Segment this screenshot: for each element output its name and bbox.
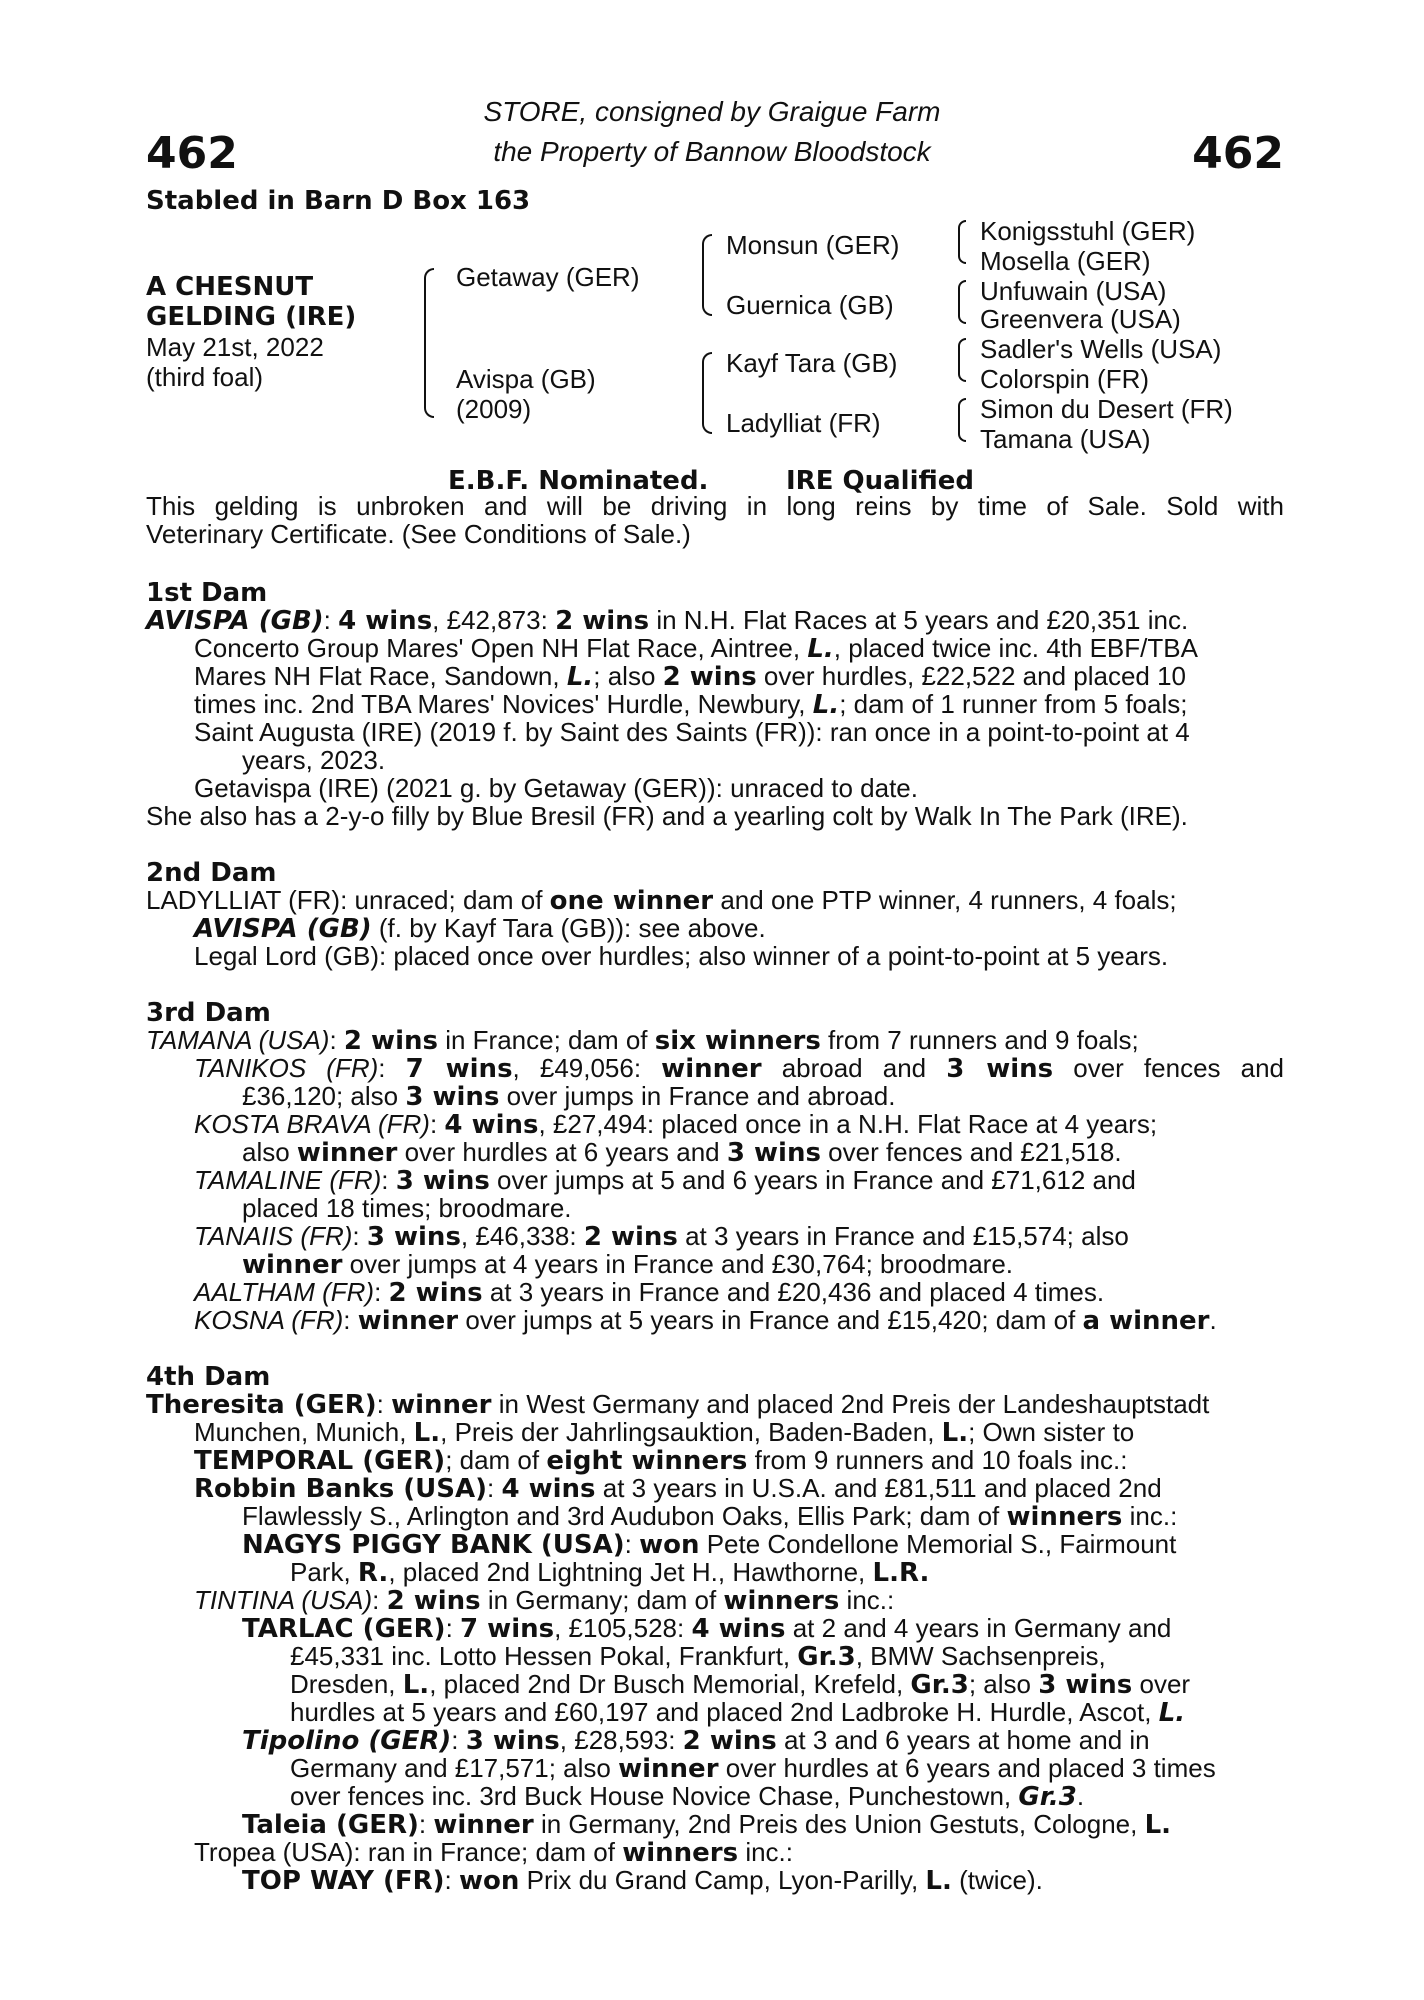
pedigree-gg-1: Konigsstuhl (GER) xyxy=(980,216,1196,246)
text: over hurdles at 6 years and placed 3 times xyxy=(718,1753,1216,1783)
winners: six winners xyxy=(654,1026,821,1056)
sale-conditions-line-1: This gelding is unbroken and will be driving in long reins by time of Sale. Sold with xyxy=(146,491,1284,521)
ebf-nominated: E.B.F. Nominated. xyxy=(448,466,709,496)
first-dam-line-1 xyxy=(146,606,1188,635)
lot-number-left: 462 xyxy=(146,128,238,179)
pedigree-gg-3: Unfuwain (USA) xyxy=(980,276,1167,306)
first-dam-line-2 xyxy=(194,634,1198,663)
winner: winner xyxy=(433,1810,534,1840)
third-dam-line-5 xyxy=(242,1138,1122,1167)
text: over xyxy=(1132,1669,1191,1699)
text: over hurdles at 6 years and xyxy=(397,1137,727,1167)
text: : xyxy=(376,1389,392,1419)
winners: winners xyxy=(622,1838,739,1868)
horse-name: TINTINA (USA) xyxy=(194,1585,373,1615)
text: : xyxy=(352,1221,367,1251)
pedigree-sire: Getaway (GER) xyxy=(456,262,640,292)
winners: winners xyxy=(723,1586,840,1616)
wins: 7 wins xyxy=(460,1614,555,1644)
foaling-date: May 21st, 2022 xyxy=(146,332,324,362)
wins: 4 wins xyxy=(691,1614,786,1644)
third-dam-line-11 xyxy=(194,1306,1217,1335)
text: : xyxy=(381,1165,396,1195)
race-grade: Gr.3 xyxy=(797,1642,856,1672)
wins: 3 wins xyxy=(405,1082,500,1112)
race-grade: Gr.3 xyxy=(1018,1782,1077,1812)
text: over hurdles, £22,522 and placed 10 xyxy=(756,661,1187,691)
pedigree-gg-2: Mosella (GER) xyxy=(980,246,1151,276)
wins: 2 wins xyxy=(388,1278,483,1308)
consignor-line: STORE, consigned by Graigue Farm xyxy=(483,96,941,127)
text: ; also xyxy=(593,661,663,691)
wins: 2 wins xyxy=(662,662,757,692)
horse-title-line1: A CHESNUT xyxy=(146,272,314,302)
race-grade: L. xyxy=(1144,1810,1172,1840)
horse-name: TANIKOS (FR) xyxy=(194,1053,379,1083)
race-grade: L. xyxy=(413,1418,441,1448)
winner: a winner xyxy=(1082,1306,1210,1336)
text: at 3 years in France and £20,436 and placed 4 times. xyxy=(482,1277,1105,1307)
wins: 2 wins xyxy=(386,1586,481,1616)
race-grade: L.R. xyxy=(872,1558,930,1588)
text: : xyxy=(372,1585,387,1615)
third-dam-line-1 xyxy=(146,1026,1139,1055)
text: ; Own sister to xyxy=(968,1417,1135,1447)
race-grade: L. xyxy=(812,690,840,720)
text: , £46,338: xyxy=(460,1221,584,1251)
fourth-dam-line-8 xyxy=(194,1586,894,1615)
text: at 3 years in U.S.A. and £81,511 and placed 2nd xyxy=(595,1473,1162,1503)
pedigree-sire-sire: Monsun (GER) xyxy=(726,230,900,260)
fourth-dam-line-2 xyxy=(194,1418,1134,1447)
fourth-dam-line-12 xyxy=(290,1698,1185,1727)
text: Concerto Group Mares' Open NH Flat Race, Aintree, xyxy=(194,633,808,663)
pedigree-gg-7: Simon du Desert (FR) xyxy=(980,394,1233,424)
stabling-info: Stabled in Barn D Box 163 xyxy=(146,186,531,216)
wins: 3 wins xyxy=(366,1222,461,1252)
text: over jumps at 4 years in France and £30,764; broodmare. xyxy=(342,1249,1014,1279)
text: : xyxy=(374,1277,389,1307)
text: at 2 and 4 years in Germany and xyxy=(785,1613,1172,1643)
text: over fences and £21,518. xyxy=(820,1137,1122,1167)
text: inc.: xyxy=(839,1585,895,1615)
third-dam-line-8 xyxy=(194,1222,1129,1251)
text: : xyxy=(378,1053,406,1083)
fourth-dam-line-6 xyxy=(242,1530,1176,1559)
pedigree-gg-4: Greenvera (USA) xyxy=(980,304,1181,334)
winners: eight winners xyxy=(546,1446,748,1476)
pedigree-brace-g1 xyxy=(958,220,966,264)
first-dam-line-6: years, 2023. xyxy=(242,745,386,775)
fourth-dam-line-9 xyxy=(242,1614,1171,1643)
text: , £28,593: xyxy=(559,1725,683,1755)
winners: one winner xyxy=(549,886,714,916)
text: from 7 runners and 9 foals; xyxy=(820,1025,1139,1055)
horse-title-line2: GELDING (IRE) xyxy=(146,302,357,332)
text: , BMW Sachsenpreis, xyxy=(855,1641,1106,1671)
wins: 4 wins xyxy=(444,1110,539,1140)
text: from 9 runners and 10 foals inc.: xyxy=(747,1445,1128,1475)
third-dam-line-7: placed 18 times; broodmare. xyxy=(242,1193,572,1223)
text: , placed 2nd Dr Busch Memorial, Krefeld, xyxy=(429,1669,911,1699)
fourth-dam-line-14 xyxy=(290,1754,1216,1783)
text: Dresden, xyxy=(290,1669,403,1699)
won: won xyxy=(639,1530,700,1560)
wins: 3 wins xyxy=(946,1054,1054,1084)
sale-conditions xyxy=(146,492,1284,548)
second-dam-section xyxy=(146,886,1284,976)
wins: 4 wins xyxy=(338,606,433,636)
pedigree-brace-g2 xyxy=(958,280,966,324)
text: £45,331 inc. Lotto Hessen Pokal, Frankfurt, xyxy=(290,1641,798,1671)
text: , £49,056: xyxy=(512,1053,662,1083)
pedigree-brace-g3 xyxy=(958,338,966,382)
text: inc.: xyxy=(1122,1501,1178,1531)
text: abroad and xyxy=(761,1053,947,1083)
pedigree-dam-year: (2009) xyxy=(456,394,532,424)
fourth-dam-line-13 xyxy=(242,1726,1150,1755)
race-grade: L. xyxy=(402,1670,430,1700)
winner: winner xyxy=(661,1054,762,1084)
wins: 2 wins xyxy=(343,1026,438,1056)
fourth-dam-line-15 xyxy=(290,1782,1084,1811)
first-dam-heading: 1st Dam xyxy=(146,578,268,608)
horse-name: Theresita (GER) xyxy=(146,1390,377,1420)
text: : xyxy=(429,1109,445,1139)
text: ; dam of 1 runner from 5 foals; xyxy=(839,689,1188,719)
text: , Preis der Jahrlingsauktion, Baden-Baden, xyxy=(440,1417,942,1447)
pedigree-brace-sire xyxy=(702,234,712,316)
first-dam-line-8: She also has a 2-y-o filly by Blue Bresil (FR) and a yearling colt by Walk In The Park (IRE). xyxy=(146,801,1188,831)
fourth-dam-line-5 xyxy=(242,1502,1177,1531)
text: . xyxy=(1209,1305,1217,1335)
wins: 3 wins xyxy=(465,1726,560,1756)
fourth-dam-section xyxy=(146,1390,1284,1900)
text: also xyxy=(242,1137,297,1167)
wins: 2 wins xyxy=(682,1726,777,1756)
first-dam-section xyxy=(146,606,1284,832)
winner: winner xyxy=(357,1306,459,1336)
race-grade: L. xyxy=(566,662,594,692)
pedigree-brace-gen1 xyxy=(424,268,434,418)
winners: winners xyxy=(1006,1502,1123,1532)
won: won xyxy=(458,1866,520,1896)
pedigree-dam: Avispa (GB) xyxy=(456,364,596,394)
text: : xyxy=(624,1529,640,1559)
text: , placed 2nd Lightning Jet H., Hawthorne, xyxy=(388,1557,873,1587)
wins: 3 wins xyxy=(1038,1670,1133,1700)
third-dam-line-2 xyxy=(194,1054,1284,1083)
fourth-dam-line-16 xyxy=(242,1810,1171,1839)
fourth-dam-line-10 xyxy=(290,1642,1106,1671)
horse-name: KOSNA (FR) xyxy=(194,1305,344,1335)
text: over jumps in France and abroad. xyxy=(499,1081,896,1111)
text: Mares NH Flat Race, Sandown, xyxy=(194,661,567,691)
text: Germany and £17,571; also xyxy=(290,1753,619,1783)
text: , £105,528: xyxy=(554,1613,692,1643)
wins: 4 wins xyxy=(501,1474,596,1504)
third-dam-line-10 xyxy=(194,1278,1104,1307)
fourth-dam-line-4 xyxy=(194,1474,1162,1503)
race-grade: L. xyxy=(807,634,834,664)
third-dam-heading: 3rd Dam xyxy=(146,998,271,1028)
foal-note: (third foal) xyxy=(146,362,264,392)
horse-description xyxy=(146,272,356,392)
pedigree-brace-dam xyxy=(702,352,712,434)
pedigree-dam-sire: Kayf Tara (GB) xyxy=(726,348,898,378)
pedigree-dam-dam: Ladylliat (FR) xyxy=(726,408,881,438)
race-grade: Gr.3 xyxy=(910,1670,969,1700)
first-dam-line-3 xyxy=(194,662,1186,691)
horse-name: AVISPA (GB) xyxy=(194,914,372,944)
pedigree-sire-dam: Guernica (GB) xyxy=(726,290,894,320)
text: , £27,494: placed once in a N.H. Flat Race at 4 years; xyxy=(538,1109,1158,1139)
winner: winner xyxy=(618,1754,719,1784)
text: LADYLLIAT (FR): unraced; dam of xyxy=(146,885,550,915)
second-dam-line-2 xyxy=(194,914,766,943)
text: in France; dam of xyxy=(437,1025,655,1055)
wins: 3 wins xyxy=(726,1138,821,1168)
text: Pete Condellone Memorial S., Fairmount xyxy=(699,1529,1177,1559)
first-dam-line-5: Saint Augusta (IRE) (2019 f. by Saint des Saints (FR)): ran once in a point-to-point at 4 xyxy=(194,717,1190,747)
third-dam-line-9 xyxy=(242,1250,1013,1279)
third-dam-line-3 xyxy=(242,1082,895,1111)
pedigree-gg-6: Colorspin (FR) xyxy=(980,364,1150,394)
text: inc.: xyxy=(738,1837,794,1867)
fourth-dam-line-17 xyxy=(194,1838,793,1867)
text: over fences inc. 3rd Buck House Novice Chase, Punchestown, xyxy=(290,1781,1019,1811)
sale-conditions-line-2: Veterinary Certificate. (See Conditions of Sale.) xyxy=(146,519,691,549)
text: at 3 years in France and £15,574; also xyxy=(677,1221,1129,1251)
first-dam-line-7: Getavispa (IRE) (2021 g. by Getaway (GER)): unraced to date. xyxy=(194,773,918,803)
text: hurdles at 5 years and £60,197 and placed 2nd Ladbroke H. Hurdle, Ascot, xyxy=(290,1697,1159,1727)
fourth-dam-heading: 4th Dam xyxy=(146,1362,271,1392)
wins: 7 wins xyxy=(405,1054,513,1084)
first-dam-line-4 xyxy=(194,690,1187,719)
pedigree-brace-g4 xyxy=(958,398,966,442)
text: ; also xyxy=(968,1669,1039,1699)
text: : xyxy=(445,1613,461,1643)
text: over fences and xyxy=(1053,1053,1285,1083)
third-dam-section xyxy=(146,1026,1284,1336)
horse-name: TARLAC (GER) xyxy=(242,1614,446,1644)
winner: winner xyxy=(242,1250,343,1280)
race-grade: R. xyxy=(357,1558,389,1588)
text: (f. by Kayf Tara (GB)): see above. xyxy=(371,913,766,943)
wins: 2 wins xyxy=(583,1222,678,1252)
third-dam-line-6 xyxy=(194,1166,1136,1195)
property-line: the Property of Bannow Bloodstock xyxy=(493,136,931,167)
pedigree-gg-5: Sadler's Wells (USA) xyxy=(980,334,1222,364)
third-dam-line-4 xyxy=(194,1110,1157,1139)
race-grade: L. xyxy=(925,1866,952,1896)
horse-name: TANAIIS (FR) xyxy=(194,1221,353,1251)
text: Flawlessly S., Arlington and 3rd Audubon Oaks, Ellis Park; dam of xyxy=(242,1501,1007,1531)
text: : xyxy=(451,1725,466,1755)
text: : xyxy=(329,1025,344,1055)
fourth-dam-line-3 xyxy=(194,1446,1127,1475)
pedigree-gg-8: Tamana (USA) xyxy=(980,424,1151,454)
horse-name: TEMPORAL (GER) xyxy=(194,1446,446,1476)
dam-name: AVISPA (GB) xyxy=(146,606,324,636)
second-dam-line-3: Legal Lord (GB): placed once over hurdles; also winner of a point-to-point at 5 years. xyxy=(194,941,1169,971)
text: . xyxy=(1076,1781,1085,1811)
wins: 3 wins xyxy=(395,1166,490,1196)
text: and one PTP winner, 4 runners, 4 foals; xyxy=(713,885,1177,915)
ire-qualified: IRE Qualified xyxy=(786,466,975,496)
text: : xyxy=(323,605,339,635)
second-dam-line-1 xyxy=(146,886,1177,915)
text: (twice). xyxy=(951,1865,1043,1895)
fourth-dam-line-1 xyxy=(146,1390,1209,1419)
horse-name: Robbin Banks (USA) xyxy=(194,1474,487,1504)
text: : xyxy=(487,1473,502,1503)
fourth-dam-line-11 xyxy=(290,1670,1190,1699)
horse-name: TAMANA (USA) xyxy=(146,1025,330,1055)
text: Prix du Grand Camp, Lyon-Parilly, xyxy=(519,1865,926,1895)
horse-name: TAMALINE (FR) xyxy=(194,1165,382,1195)
text: , placed twice inc. 4th EBF/TBA xyxy=(833,633,1198,663)
text: ; dam of xyxy=(445,1445,547,1475)
fourth-dam-line-18 xyxy=(242,1866,1043,1895)
text: in West Germany and placed 2nd Preis der Landeshauptstadt xyxy=(491,1389,1210,1419)
horse-name: NAGYS PIGGY BANK (USA) xyxy=(242,1530,625,1560)
race-grade: L. xyxy=(1158,1698,1186,1728)
text: Park, xyxy=(290,1557,358,1587)
race-grade: L. xyxy=(941,1418,969,1448)
horse-name: Taleia (GER) xyxy=(242,1810,419,1840)
text: over jumps at 5 years in France and £15,420; dam of xyxy=(458,1305,1083,1335)
text: in Germany, 2nd Preis des Union Gestuts, Cologne, xyxy=(533,1809,1145,1839)
fourth-dam-line-7 xyxy=(290,1558,929,1587)
text: times inc. 2nd TBA Mares' Novices' Hurdle, Newbury, xyxy=(194,689,813,719)
text: , £42,873: xyxy=(432,605,556,635)
horse-name: KOSTA BRAVA (FR) xyxy=(194,1109,430,1139)
text: in Germany; dam of xyxy=(480,1585,724,1615)
text: over jumps at 5 and 6 years in France and £71,612 and xyxy=(489,1165,1136,1195)
horse-name: TOP WAY (FR) xyxy=(242,1866,445,1896)
horse-name: Tipolino (GER) xyxy=(242,1726,452,1756)
text: Munchen, Munich, xyxy=(194,1417,414,1447)
text: : xyxy=(343,1305,358,1335)
text: Tropea (USA): ran in France; dam of xyxy=(194,1837,623,1867)
text: : xyxy=(418,1809,434,1839)
lot-number-right: 462 xyxy=(1192,128,1284,179)
text: at 3 and 6 years at home and in xyxy=(776,1725,1150,1755)
winner: winner xyxy=(296,1138,398,1168)
wins: 2 wins xyxy=(555,606,650,636)
text: : xyxy=(444,1865,459,1895)
horse-name: AALTHAM (FR) xyxy=(194,1277,375,1307)
text: in N.H. Flat Races at 5 years and £20,351 inc. xyxy=(649,605,1189,635)
text: £36,120; also xyxy=(242,1081,406,1111)
second-dam-heading: 2nd Dam xyxy=(146,858,277,888)
winner: winner xyxy=(391,1390,492,1420)
